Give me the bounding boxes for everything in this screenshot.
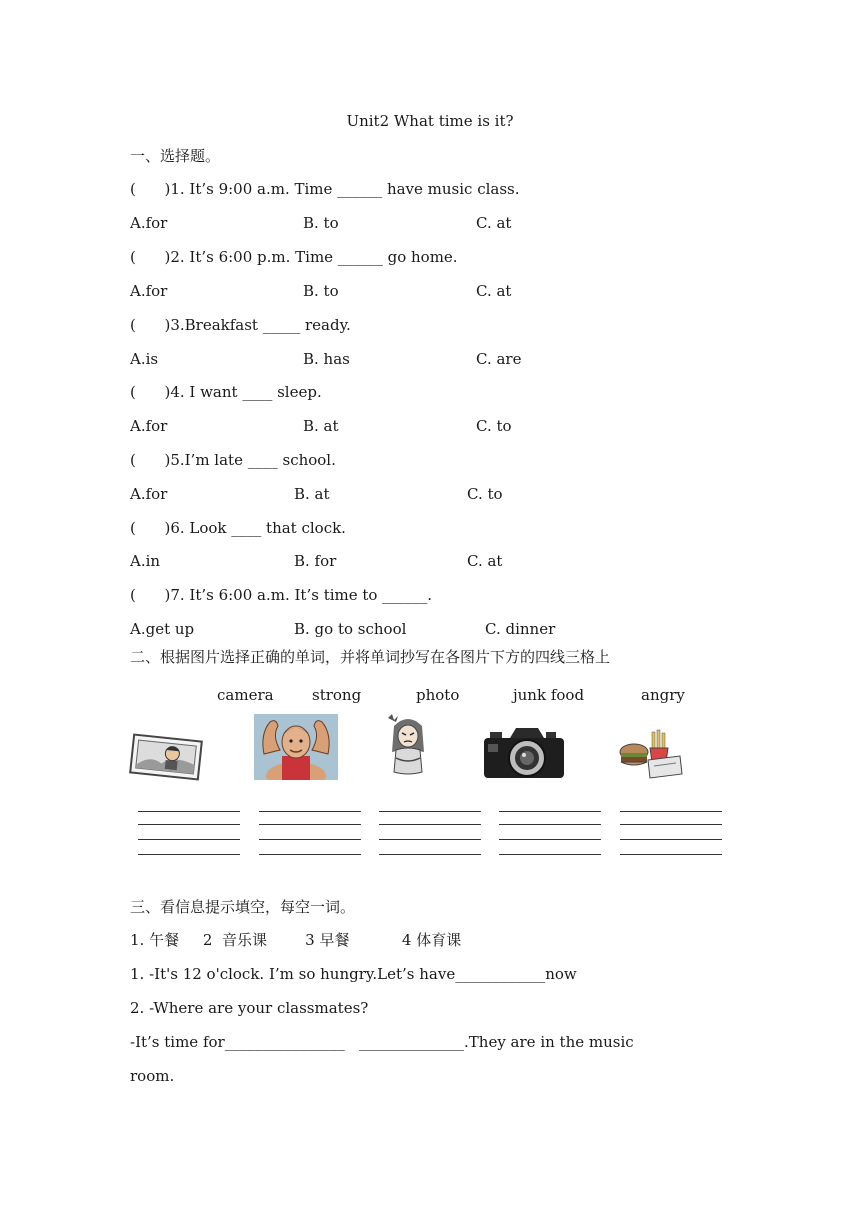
section3-question-2: 2. -Where are your classmates? [130, 999, 369, 1017]
question-5: ( )5.I’m late ____ school. [130, 451, 336, 469]
question-3: ( )3.Breakfast _____ ready. [130, 316, 351, 334]
question-6: ( )6. Look ____ that clock. [130, 519, 346, 537]
writing-grid-5[interactable] [620, 811, 722, 855]
section3-answer-line-1: -It’s time for________________ ______________.They are in the music [130, 1033, 634, 1051]
q6-option-a: A.in [130, 552, 161, 570]
section3-question-1: 1. -It's 12 o'clock. I’m so hungry.Let’s have____________now [130, 965, 577, 983]
q5-option-c: C. to [467, 485, 503, 503]
section3-heading: 三、看信息提示填空，每空一词。 [130, 898, 356, 916]
word-junk-food: junk food [513, 686, 585, 704]
q5-option-b: B. at [294, 485, 330, 503]
q7-option-b: B. go to school [294, 620, 407, 638]
q1-option-a: A.for [130, 214, 168, 232]
angry-girl-icon [384, 712, 432, 780]
q5-option-a: A.for [130, 485, 168, 503]
writing-grid-2[interactable] [259, 811, 361, 855]
word-strong: strong [312, 686, 362, 704]
q4-option-b: B. at [303, 417, 339, 435]
q3-option-c: C. are [476, 350, 522, 368]
q1-option-c: C. at [476, 214, 512, 232]
junk-food-icon [618, 728, 684, 780]
q1-option-b: B. to [303, 214, 339, 232]
q2-option-a: A.for [130, 282, 168, 300]
q4-option-a: A.for [130, 417, 168, 435]
writing-grid-4[interactable] [499, 811, 601, 855]
q3-option-a: A.is [130, 350, 159, 368]
word-angry: angry [641, 686, 685, 704]
strong-man-icon [254, 714, 338, 780]
word-photo: photo [416, 686, 460, 704]
photo-frame-icon [128, 732, 204, 782]
q4-option-c: C. to [476, 417, 512, 435]
q7-option-c: C. dinner [485, 620, 556, 638]
q6-option-c: C. at [467, 552, 503, 570]
word-camera: camera [217, 686, 274, 704]
q3-option-b: B. has [303, 350, 350, 368]
section3-hints: 1. 午餐 2 音乐课 3 早餐 4 体育课 [130, 931, 462, 949]
page-title: Unit2 What time is it? [346, 112, 514, 130]
question-2: ( )2. It’s 6:00 p.m. Time ______ go home. [130, 248, 458, 266]
question-1: ( )1. It’s 9:00 a.m. Time ______ have music class. [130, 180, 520, 198]
q2-option-b: B. to [303, 282, 339, 300]
question-4: ( )4. I want ____ sleep. [130, 383, 322, 401]
section1-heading: 一、选择题。 [130, 147, 221, 165]
q7-option-a: A.get up [130, 620, 195, 638]
writing-grid-3[interactable] [379, 811, 481, 855]
section2-heading: 二、根据图片选择正确的单词，并将单词抄写在各图片下方的四线三格上 [130, 648, 611, 666]
camera-icon [482, 726, 566, 780]
q2-option-c: C. at [476, 282, 512, 300]
writing-grid-1[interactable] [138, 811, 240, 855]
section3-answer-line-2: room. [130, 1067, 175, 1085]
question-7: ( )7. It’s 6:00 a.m. It’s time to ______. [130, 586, 432, 604]
q6-option-b: B. for [294, 552, 337, 570]
